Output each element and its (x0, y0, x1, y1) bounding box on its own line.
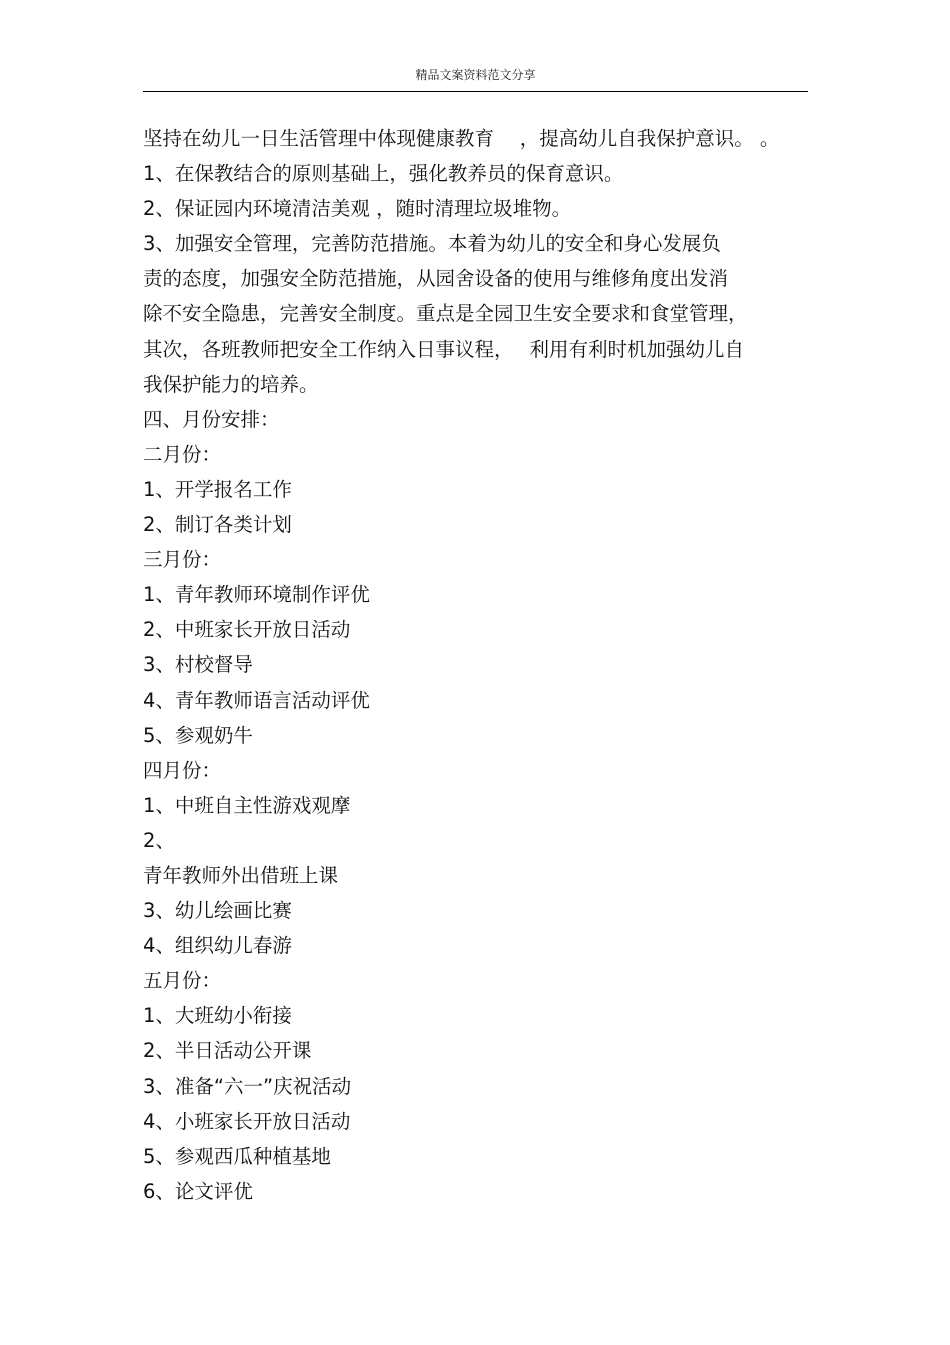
list-item: 3、村校督导 (143, 653, 253, 677)
list-item: 2、半日活动公开课 (143, 1039, 312, 1063)
list-item: 2、 (143, 828, 175, 852)
list-item: 1、青年教师环境制作评优 (143, 583, 370, 607)
list-item: 3、幼儿绘画比赛 (143, 899, 292, 923)
document-body (143, 121, 818, 1209)
list-item: 4、青年教师语言活动评优 (143, 688, 370, 712)
month-heading: 五月份： (143, 969, 222, 993)
list-item: 6、论文评优 (143, 1179, 253, 1203)
list-item: 4、组织幼儿春游 (143, 934, 292, 958)
list-item: 5、参观奶牛 (143, 723, 253, 747)
list-item: 1、大班幼小衔接 (143, 1004, 292, 1028)
list-item: 2、中班家长开放日活动 (143, 618, 351, 642)
text-line: 青年教师外出借班上课 (143, 863, 339, 887)
list-item: 4、小班家长开放日活动 (143, 1109, 351, 1133)
list-item: 1、开学报名工作 (143, 477, 292, 501)
header-divider (143, 91, 808, 92)
list-item: 2、制订各类计划 (143, 513, 292, 537)
page-header: 精品文案资料范文分享 (415, 68, 536, 82)
list-item: 2、保证园内环境清洁美观 ，随时清理垃圾堆物。 (143, 197, 572, 221)
list-item: 1、在保教结合的原则基础上，强化教养员的保育意识。 (143, 162, 624, 186)
month-heading: 三月份： (143, 548, 222, 572)
text-line: 责的态度，加强安全防范措施，从园舍设备的使用与维修角度出发消 (143, 267, 729, 291)
text-line: 坚持在幼儿一日生活管理中体现健康教育 ，提高幼儿自我保护意识。 。 (143, 127, 780, 150)
list-item: 3、准备“六一”庆祝活动 (143, 1074, 352, 1098)
list-item: 1、中班自主性游戏观摩 (143, 793, 351, 817)
text-line: 除不安全隐患，完善安全制度。重点是全园卫生安全要求和食堂管理， (143, 302, 748, 326)
month-heading: 四月份： (143, 758, 222, 782)
month-heading: 二月份： (143, 442, 222, 466)
list-item: 3、加强安全管理，完善防范措施。本着为幼儿的安全和身心发展负 (143, 232, 721, 256)
text-line: 其次，各班教师把安全工作纳入日事议程， 利用有利时机加强幼儿自 (143, 337, 744, 361)
list-item: 5、参观西瓜种植基地 (143, 1144, 331, 1168)
section-heading: 四、月份安排： (143, 407, 280, 431)
text-line: 我保护能力的培养。 (143, 372, 319, 396)
